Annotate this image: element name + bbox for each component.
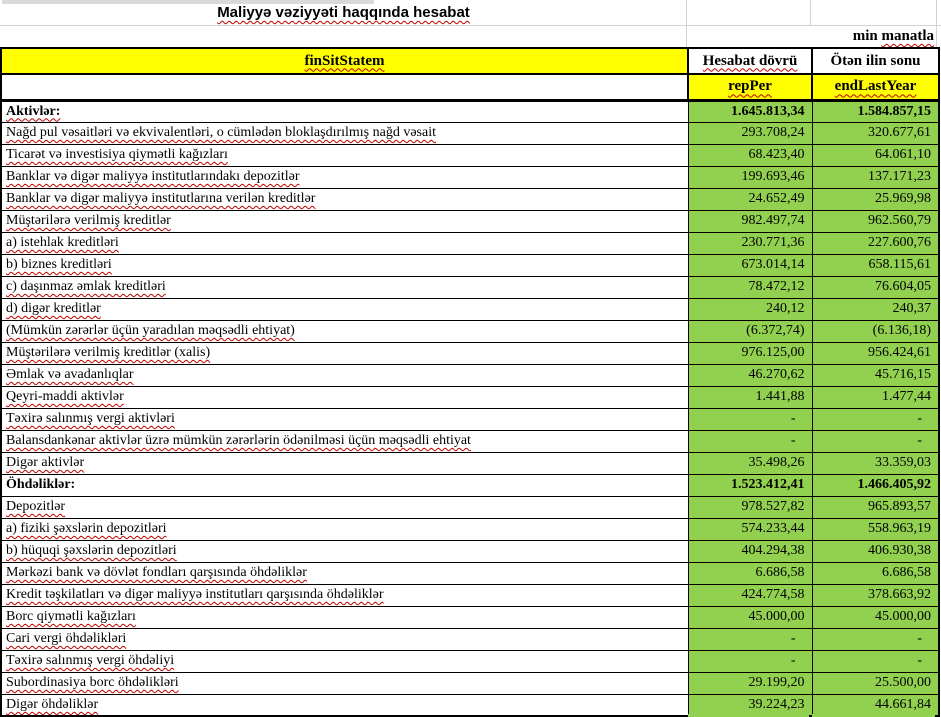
row-value-previous: 45.716,15 xyxy=(812,364,939,386)
row-value-previous: 33.359,03 xyxy=(812,452,939,474)
row-label: Ticarət və investisiya qiymətli kağızları xyxy=(6,147,228,162)
gridline-horizontal xyxy=(0,25,941,26)
row-value-current: 199.693,46 xyxy=(688,166,812,188)
row-value-current: 1.441,88 xyxy=(688,386,812,408)
row-label: Qeyri-maddi aktivlər xyxy=(6,389,124,404)
row-value-previous: (6.136,18) xyxy=(812,320,939,342)
row-label-cell xyxy=(1,386,688,408)
row-label: c) daşınmaz əmlak kreditləri xyxy=(6,279,166,294)
col1-code: repPer xyxy=(728,78,772,95)
row-value-current: 68.423,40 xyxy=(688,144,812,166)
row-label-cell xyxy=(1,540,688,562)
row-label: Mərkəzi bank və dövlət fondları qarşısında öhdəliklər xyxy=(6,565,307,580)
row-value-current: (6.372,74) xyxy=(688,320,812,342)
row-label-cell xyxy=(1,562,688,584)
row-value-current: 6.686,58 xyxy=(688,562,812,584)
row-label-cell xyxy=(1,584,688,606)
row-value-current: 35.498,26 xyxy=(688,452,812,474)
row-value-previous: - xyxy=(812,430,939,452)
row-value-current: 574.233,44 xyxy=(688,518,812,540)
row-value-current: 1.523.412,41 xyxy=(688,474,812,496)
row-label-cell xyxy=(1,364,688,386)
row-label: a) istehlak kreditləri xyxy=(6,235,119,250)
row-value-previous: 44.661,84 xyxy=(812,694,939,716)
row-value-current: 45.000,00 xyxy=(688,606,812,628)
table-row xyxy=(1,254,939,276)
row-label-cell xyxy=(1,496,688,518)
row-value-current: 46.270,62 xyxy=(688,364,812,386)
row-value-previous: 378.663,92 xyxy=(812,584,939,606)
table-row xyxy=(1,430,939,452)
row-label: d) digər kreditlər xyxy=(6,301,101,316)
row-value-previous: 1.584.857,15 xyxy=(812,100,939,122)
row-value-current: - xyxy=(688,628,812,650)
row-label: Təxirə salınmış vergi öhdəliyi xyxy=(6,653,175,668)
table-row xyxy=(1,364,939,386)
row-label: Digər öhdəliklər xyxy=(6,696,99,712)
row-label-cell xyxy=(1,210,688,232)
row-label: Depozitlər xyxy=(6,499,66,514)
row-value-current: 1.645.813,34 xyxy=(688,100,812,122)
row-value-current: 982.497,74 xyxy=(688,210,812,232)
row-label: Balansdankənar aktivlər üzrə mümkün zərərlərin ödənilməsi üçün məqsədli ehtiyat xyxy=(6,433,471,448)
row-label: Əmlak və avadanlıqlar xyxy=(6,367,134,382)
gridline-vertical xyxy=(810,0,811,26)
row-value-previous: 45.000,00 xyxy=(812,606,939,628)
financial-statement-table xyxy=(0,47,940,717)
col-code-repper xyxy=(688,74,812,100)
row-label: b) biznes kreditləri xyxy=(6,257,112,272)
table-row xyxy=(1,606,939,628)
page-title xyxy=(0,3,687,23)
row-value-current: 78.472,12 xyxy=(688,276,812,298)
row-label-cell xyxy=(1,694,688,716)
row-label: Aktivlər: xyxy=(6,103,61,119)
col-header-reporting-period xyxy=(688,48,812,74)
row-label-cell xyxy=(1,342,688,364)
row-label: Təxirə salınmış vergi aktivləri xyxy=(6,411,175,426)
row-value-previous: 137.171,23 xyxy=(812,166,939,188)
blank-cell xyxy=(1,74,688,100)
row-label-cell xyxy=(1,254,688,276)
row-value-previous: - xyxy=(812,650,939,672)
row-value-current: - xyxy=(688,430,812,452)
table-row xyxy=(1,518,939,540)
row-value-previous: 965.893,57 xyxy=(812,496,939,518)
row-value-current: 240,12 xyxy=(688,298,812,320)
col-header-end-last-year xyxy=(812,48,939,74)
row-label: Digər aktivlər xyxy=(6,455,85,470)
row-label-cell xyxy=(1,474,688,496)
row-value-previous: 956.424,61 xyxy=(812,342,939,364)
table-row xyxy=(1,408,939,430)
table-row xyxy=(1,452,939,474)
table-name: finSitStatem xyxy=(304,52,385,69)
row-value-previous: 25.969,98 xyxy=(812,188,939,210)
row-label: Borc qiymətli kağızları xyxy=(6,609,136,624)
table-row xyxy=(1,188,939,210)
table-row xyxy=(1,100,939,122)
gridline-vertical xyxy=(936,0,937,47)
row-label: a) fiziki şəxslərin depozitləri xyxy=(6,521,167,536)
row-value-current: 673.014,14 xyxy=(688,254,812,276)
unit-note xyxy=(0,27,934,46)
row-label-cell xyxy=(1,276,688,298)
col2-label: Ötən ilin sonu xyxy=(830,52,921,69)
row-label-cell xyxy=(1,628,688,650)
row-label-cell xyxy=(1,232,688,254)
row-value-previous: 25.500,00 xyxy=(812,672,939,694)
row-value-previous: - xyxy=(812,628,939,650)
row-label: Subordinasiya borc öhdəlikləri xyxy=(6,675,179,690)
row-value-current: 230.771,36 xyxy=(688,232,812,254)
row-value-previous: 1.466.405,92 xyxy=(812,474,939,496)
col-code-endlastyear xyxy=(812,74,939,100)
row-value-previous: 658.115,61 xyxy=(812,254,939,276)
table-body xyxy=(1,100,939,716)
table-row xyxy=(1,232,939,254)
row-value-previous: 558.963,19 xyxy=(812,518,939,540)
row-value-previous: - xyxy=(812,408,939,430)
table-row xyxy=(1,672,939,694)
row-value-previous: 240,37 xyxy=(812,298,939,320)
row-label: b) hüquqi şəxslərin depozitləri xyxy=(6,543,177,558)
row-value-current: 424.774,58 xyxy=(688,584,812,606)
row-value-current: 978.527,82 xyxy=(688,496,812,518)
table-row xyxy=(1,166,939,188)
row-label-cell xyxy=(1,672,688,694)
row-label-cell xyxy=(1,144,688,166)
row-label: Müştərilərə verilmiş kreditlər xyxy=(6,213,171,228)
row-label-cell xyxy=(1,100,688,122)
header-row-codes xyxy=(1,74,939,100)
table-row xyxy=(1,562,939,584)
table-name-cell xyxy=(1,48,688,74)
row-label-cell xyxy=(1,650,688,672)
table-row xyxy=(1,122,939,144)
unit-note-part2: manatla xyxy=(881,28,934,44)
table-row xyxy=(1,628,939,650)
col2-code: endLastYear xyxy=(834,78,917,95)
col1-label: Hesabat dövrü xyxy=(702,52,798,69)
header-row-titles xyxy=(1,48,939,74)
table-row xyxy=(1,320,939,342)
row-label: Banklar və digər maliyyə institutlarındakı depozitlər xyxy=(6,169,300,184)
table-row xyxy=(1,144,939,166)
row-value-previous: 320.677,61 xyxy=(812,122,939,144)
page-title-text: Maliyyə vəziyyəti haqqında hesabat xyxy=(217,4,470,21)
unit-note-part1: min xyxy=(852,28,882,44)
table-row xyxy=(1,694,939,716)
table-row xyxy=(1,650,939,672)
row-value-previous: 6.686,58 xyxy=(812,562,939,584)
table-row xyxy=(1,540,939,562)
row-value-current: 293.708,24 xyxy=(688,122,812,144)
row-value-previous: 227.600,76 xyxy=(812,232,939,254)
row-label: Cari vergi öhdəlikləri xyxy=(6,631,127,646)
row-label-cell xyxy=(1,430,688,452)
table-row xyxy=(1,474,939,496)
table-row xyxy=(1,210,939,232)
row-label: Nağd pul vəsaitləri və ekvivalentləri, o cümlədən bloklaşdırılmış nağd vəsait xyxy=(6,125,436,140)
row-value-current: - xyxy=(688,408,812,430)
row-value-previous: 76.604,05 xyxy=(812,276,939,298)
row-label-cell xyxy=(1,298,688,320)
table-row xyxy=(1,584,939,606)
row-label-cell xyxy=(1,122,688,144)
row-value-current: 39.224,23 xyxy=(688,694,812,716)
row-label-cell xyxy=(1,606,688,628)
row-value-current: 29.199,20 xyxy=(688,672,812,694)
row-label-cell xyxy=(1,518,688,540)
row-value-previous: 1.477,44 xyxy=(812,386,939,408)
row-value-previous: 962.560,79 xyxy=(812,210,939,232)
row-label-cell xyxy=(1,188,688,210)
table-row xyxy=(1,276,939,298)
row-label: Banklar və digər maliyyə institutlarına verilən kreditlər xyxy=(6,191,316,206)
row-value-previous: 64.061,10 xyxy=(812,144,939,166)
row-label: Kredit təşkilatları və digər maliyyə institutları qarşısında öhdəliklər xyxy=(6,587,384,602)
row-label-cell xyxy=(1,320,688,342)
table-row xyxy=(1,496,939,518)
row-value-current: 404.294,38 xyxy=(688,540,812,562)
row-label-cell xyxy=(1,166,688,188)
row-value-current: 24.652,49 xyxy=(688,188,812,210)
row-value-current: - xyxy=(688,650,812,672)
row-label-cell xyxy=(1,452,688,474)
row-label-cell xyxy=(1,408,688,430)
row-label: (Mümkün zərərlər üçün yaradılan məqsədli ehtiyat) xyxy=(6,323,295,338)
row-label: Müştərilərə verilmiş kreditlər (xalis) xyxy=(6,345,211,360)
table-row xyxy=(1,386,939,408)
table-row xyxy=(1,298,939,320)
table-row xyxy=(1,342,939,364)
row-value-current: 976.125,00 xyxy=(688,342,812,364)
row-value-previous: 406.930,38 xyxy=(812,540,939,562)
row-label: Öhdəliklər: xyxy=(6,477,76,492)
